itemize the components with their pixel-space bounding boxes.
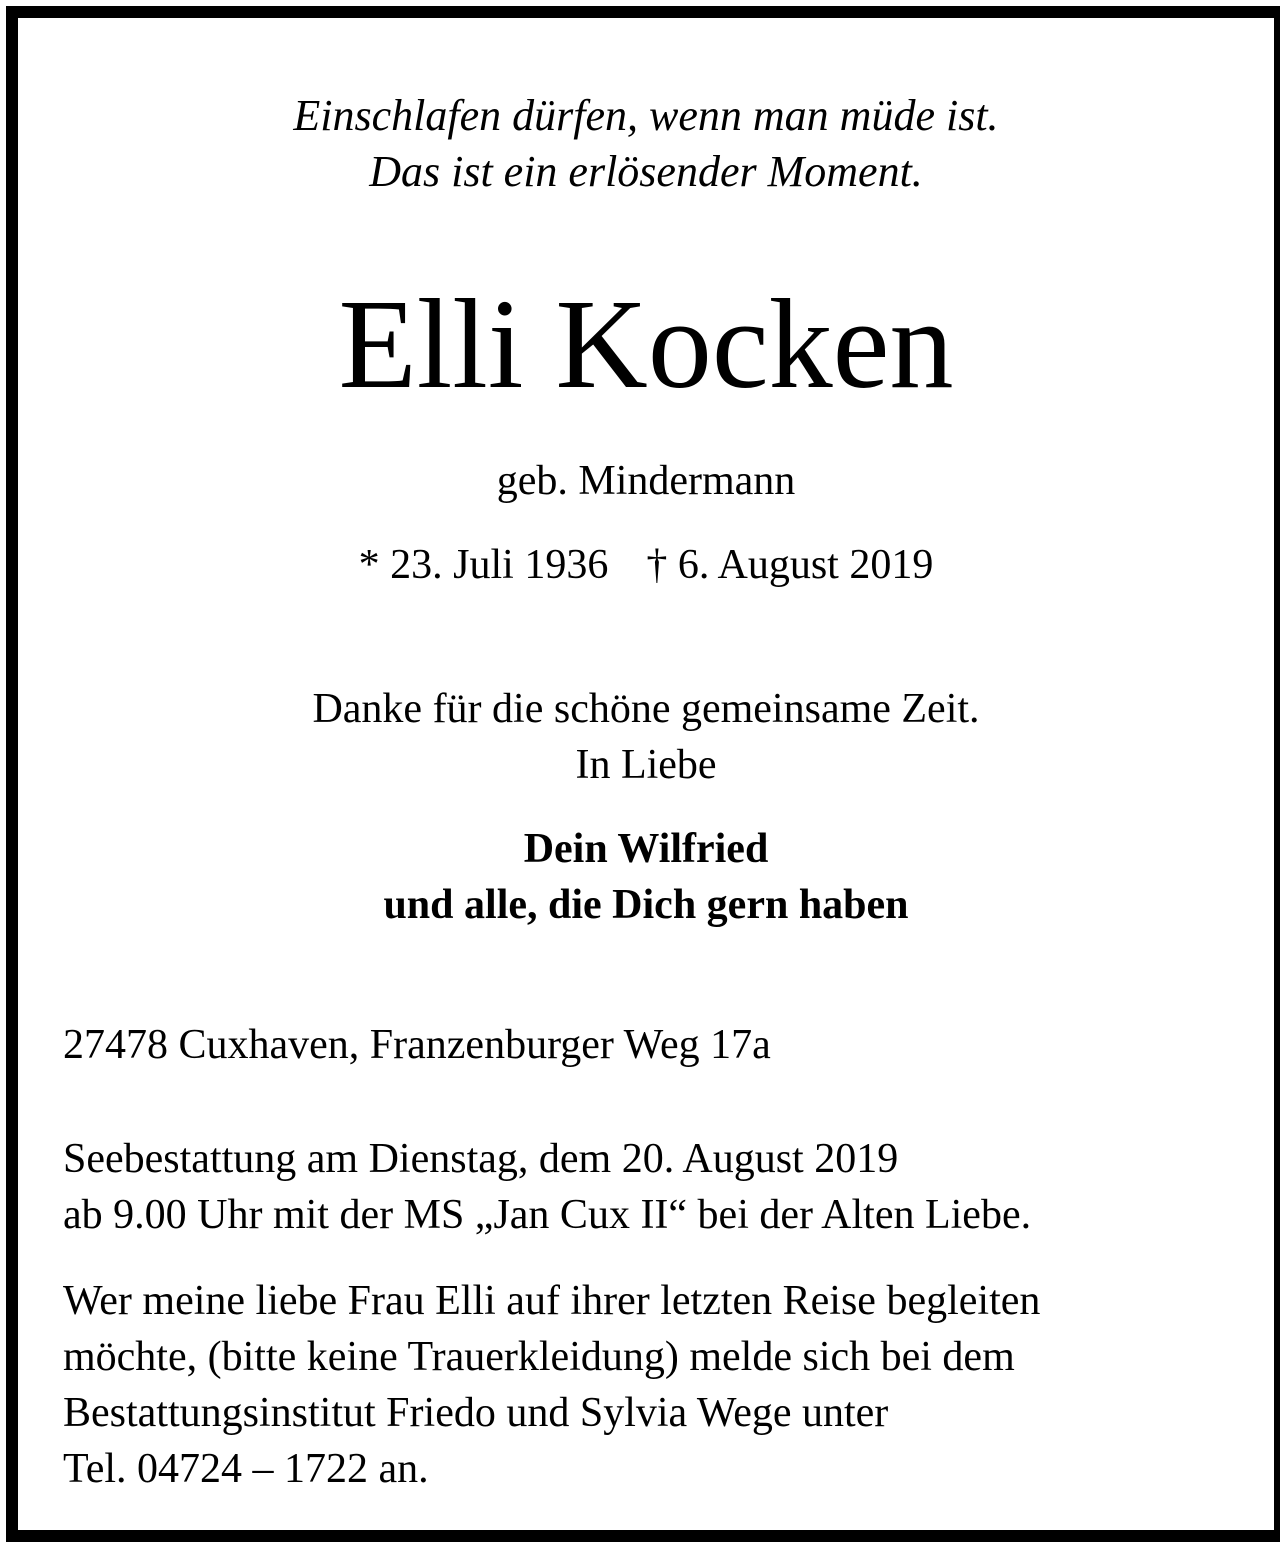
motto-line-1: Einschlafen dürfen, wenn man müde ist. xyxy=(293,91,999,140)
notice-line-1: Wer meine liebe Frau Elli auf ihrer letzten Reise begleiten xyxy=(63,1278,1041,1324)
notice-line-3: Bestattungsinstitut Friedo und Sylvia Wege unter xyxy=(63,1390,889,1436)
motto-line-2: Das ist ein erlösender Moment. xyxy=(369,147,923,196)
mourners-line-2: und alle, die Dich gern haben xyxy=(383,882,909,928)
death-date: † 6. August 2019 xyxy=(646,542,934,588)
notice-line-2: möchte, (bitte keine Trauerkleidung) melde sich bei dem xyxy=(63,1334,1015,1380)
birth-name: geb. Mindermann xyxy=(496,458,796,504)
message-line-1: Danke für die schöne gemeinsame Zeit. xyxy=(312,686,980,732)
birth-date: * 23. Juli 1936 xyxy=(358,542,609,588)
funeral-line-1: Seebestattung am Dienstag, dem 20. August 2019 xyxy=(63,1136,899,1182)
message-line-2: In Liebe xyxy=(575,742,717,788)
mourners-line-1: Dein Wilfried xyxy=(523,826,769,872)
funeral-line-2: ab 9.00 Uhr mit der MS „Jan Cux II“ bei der Alten Liebe. xyxy=(63,1192,1032,1238)
address: 27478 Cuxhaven, Franzenburger Weg 17a xyxy=(63,1022,771,1068)
life-dates xyxy=(18,544,1274,586)
obituary-frame xyxy=(6,6,1280,1542)
notice-line-4: Tel. 04724 – 1722 an. xyxy=(63,1446,429,1492)
deceased-name: Elli Kocken xyxy=(338,273,954,415)
